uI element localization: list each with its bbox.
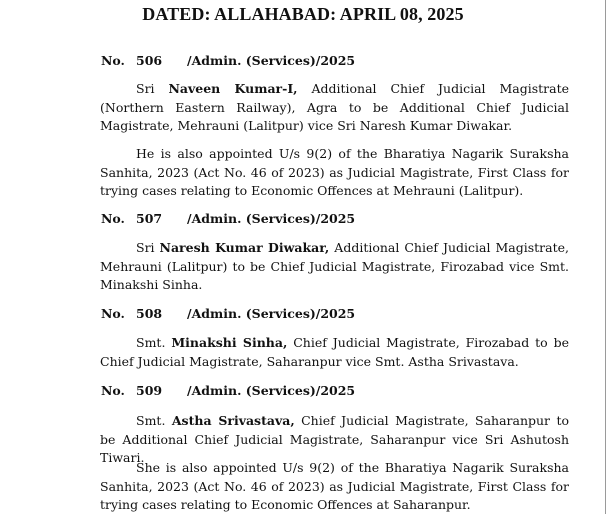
order-suffix: /Admin. (Services)/2025 bbox=[187, 383, 356, 398]
order-508-heading bbox=[101, 306, 355, 322]
order-509-paragraph-1: Smt. Astha Srivastava, Chief Judicial Magistrate, Saharanpur to be Additional Chief Judicial Magistrate, Saharanpur vice Sri Ashutosh Tiwari. bbox=[100, 413, 569, 465]
order-508-paragraph-1: Smt. Minakshi Sinha, Chief Judicial Magistrate, Firozabad to be Chief Judicial Magistrate, Saharanpur vice Smt. Astha Srivastava. bbox=[100, 335, 570, 369]
order-suffix: /Admin. (Services)/2025 bbox=[187, 53, 356, 68]
order-509-paragraph-2: She is also appointed U/s 9(2) of the Bharatiya Nagarik Suraksha Sanhita, 2023 (Act No. 46 of 2023) as Judicial Magistrate, First Class for trying cases relating to Economic Offences at Saharanpur. bbox=[100, 460, 569, 512]
order-no-label: No. bbox=[101, 211, 125, 226]
order-506-paragraph-2: He is also appointed U/s 9(2) of the Bharatiya Nagarik Suraksha Sanhita, 2023 (Act No. 46 of 2023) as Judicial Magistrate, First Class for trying cases relating to Economic Offences at Mehrauni (Lalitpur). bbox=[100, 146, 569, 198]
officer-name: Naresh Kumar Diwakar, bbox=[159, 240, 330, 255]
order-number: 508 bbox=[136, 306, 163, 321]
order-suffix: /Admin. (Services)/2025 bbox=[187, 306, 356, 321]
officer-name: Astha Srivastava, bbox=[171, 413, 295, 428]
order-no-label: No. bbox=[101, 383, 125, 398]
dated-heading: DATED: ALLAHABAD: APRIL 08, 2025 bbox=[142, 4, 464, 24]
order-suffix: /Admin. (Services)/2025 bbox=[187, 211, 356, 226]
order-506-paragraph-1: Sri Naveen Kumar-I, Additional Chief Judicial Magistrate (Northern Eastern Railway), Agra to be Additional Chief Judicial Magistrate, Mehrauni (Lalitpur) vice Sri Naresh Kumar Diwakar. bbox=[100, 81, 569, 133]
order-number: 507 bbox=[136, 211, 163, 226]
order-number: 506 bbox=[136, 53, 163, 68]
officer-name: Naveen Kumar-I, bbox=[168, 81, 298, 96]
order-507-paragraph-1: Sri Naresh Kumar Diwakar, Additional Chief Judicial Magistrate, Mehrauni (Lalitpur) to be Chief Judicial Magistrate, Firozabad vice Smt. Minakshi Sinha. bbox=[100, 240, 569, 292]
order-507-heading bbox=[101, 211, 355, 227]
order-506-heading bbox=[101, 53, 355, 69]
order-509-heading bbox=[101, 383, 355, 399]
order-no-label: No. bbox=[101, 306, 125, 321]
order-number: 509 bbox=[136, 383, 163, 398]
officer-name: Minakshi Sinha, bbox=[171, 335, 288, 350]
order-no-label: No. bbox=[101, 53, 125, 68]
